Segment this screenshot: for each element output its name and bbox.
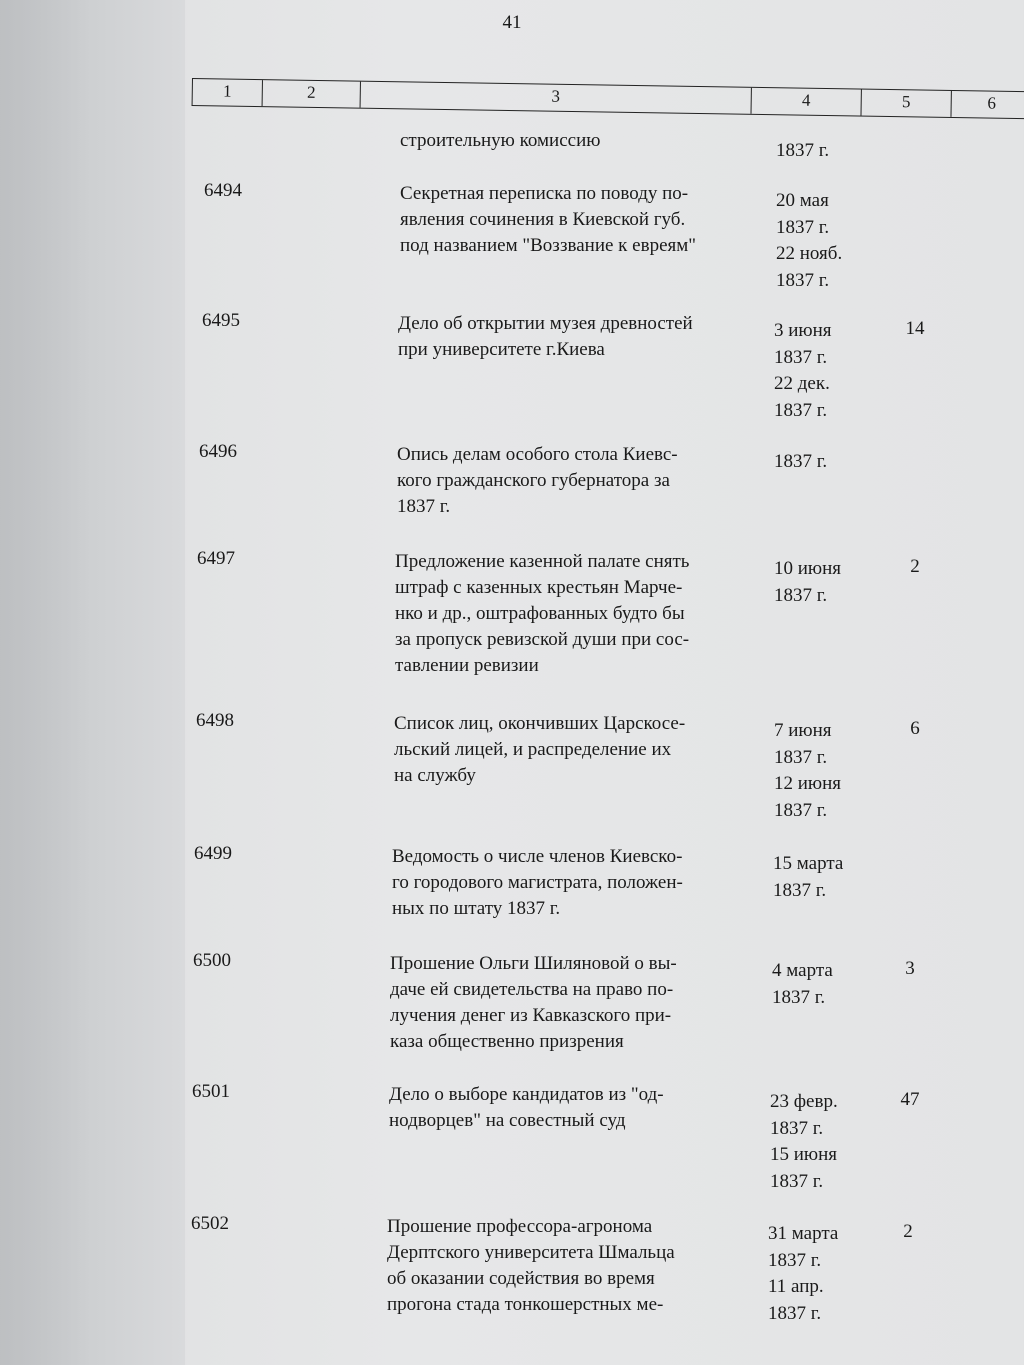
- record-sheets: 3: [905, 958, 915, 979]
- date-line: 4 марта: [772, 960, 833, 981]
- record-number: 6496: [199, 441, 237, 462]
- title-line: льский лицей, и распределение их: [394, 739, 672, 760]
- title-line: за пропуск ревизской души при сос-: [395, 629, 690, 650]
- date-line: 10 июня: [774, 558, 842, 579]
- record-title: [397, 442, 767, 520]
- header-col-1: 1: [193, 79, 263, 106]
- title-line: каза общественно призрения: [390, 1031, 624, 1052]
- date-line: 11 апр.: [768, 1276, 824, 1297]
- title-line: нко и др., оштрафованных будто бы: [395, 603, 685, 624]
- title-line: даче ей свидетельства на право по-: [390, 979, 674, 1000]
- date-line: 23 февр.: [770, 1091, 838, 1112]
- title-line: об оказании содействия во время: [387, 1268, 655, 1289]
- title-line: 1837 г.: [397, 496, 451, 517]
- date-line: 1837 г.: [770, 1117, 824, 1139]
- title-line: под названием "Воззвание к евреям": [400, 235, 697, 256]
- record-title: [394, 711, 764, 789]
- date-line: 1837 г.: [770, 1170, 824, 1192]
- record-number: 6499: [194, 843, 232, 864]
- title-line: при университете г.Киева: [398, 339, 605, 360]
- header-col-6: 6: [951, 91, 1024, 118]
- title-line: ных по штату 1837 г.: [392, 898, 561, 919]
- record-title: [392, 844, 762, 922]
- record-title: [387, 1214, 757, 1318]
- record-dates: [770, 1089, 870, 1195]
- title-line: строительную комиссию: [400, 130, 601, 151]
- record-number: 6500: [193, 950, 231, 971]
- record-dates: [772, 958, 872, 1011]
- title-line: Прошение Ольги Шиляновой о вы-: [390, 953, 677, 974]
- date-line: 1837 г.: [776, 269, 830, 291]
- date-line: 1837 г.: [773, 879, 827, 901]
- record-title: [389, 1082, 759, 1134]
- title-line: нодворцев" на совестный суд: [389, 1110, 626, 1131]
- date-line: 31 марта: [768, 1223, 839, 1244]
- date-line: 1837 г.: [768, 1249, 822, 1271]
- date-line: 1837 г.: [772, 986, 826, 1008]
- record-dates: [774, 556, 874, 609]
- record-title: [400, 128, 770, 154]
- title-line: го городового магистрата, положен-: [392, 872, 683, 893]
- date-line: 1837 г.: [776, 216, 830, 238]
- date-line: 1837 г.: [774, 799, 828, 821]
- record-number: 6498: [196, 710, 234, 731]
- title-line: штраф с казенных крестьян Марче-: [395, 577, 683, 598]
- title-line: Дерптского университета Шмальца: [387, 1242, 675, 1263]
- record-dates: [774, 318, 874, 424]
- record-sheets: 14: [905, 318, 925, 339]
- record-dates: [776, 138, 876, 165]
- date-line: 12 июня: [774, 773, 842, 794]
- record-sheets: 2: [903, 1221, 913, 1242]
- date-line: 20 мая: [776, 190, 829, 211]
- title-line: на службу: [394, 765, 476, 786]
- date-line: 1837 г.: [774, 451, 828, 472]
- date-line: 15 марта: [773, 853, 844, 874]
- title-line: прогона стада тонкошерстных ме-: [387, 1294, 664, 1315]
- date-line: 1837 г.: [774, 746, 828, 768]
- page-number: 41: [502, 12, 522, 33]
- title-line: тавлении ревизии: [395, 655, 539, 676]
- record-dates: [774, 718, 874, 824]
- title-line: Список лиц, окончивших Царскосе-: [394, 713, 686, 734]
- record-sheets: 47: [900, 1089, 920, 1110]
- table-header: [192, 78, 1024, 119]
- header-col-4: 4: [752, 88, 862, 116]
- record-sheets: 2: [910, 556, 920, 577]
- title-line: кого гражданского губернатора за: [397, 470, 670, 491]
- record-dates: [773, 851, 873, 904]
- title-line: Ведомость о числе членов Киевско-: [392, 846, 683, 867]
- title-line: Секретная переписка по поводу по-: [400, 183, 689, 204]
- record-number: 6495: [202, 310, 240, 331]
- date-line: 7 июня: [774, 720, 832, 741]
- record-sheets: 6: [910, 718, 920, 739]
- record-number: 6497: [197, 548, 235, 569]
- date-line: 22 дек.: [774, 373, 830, 394]
- record-dates: [774, 449, 874, 476]
- date-line: 1837 г.: [774, 584, 828, 606]
- record-number: 6494: [204, 180, 242, 201]
- title-line: Прошение профессора-агронома: [387, 1216, 653, 1237]
- date-line: 1837 г.: [768, 1302, 822, 1324]
- record-title: [395, 549, 765, 679]
- record-dates: [768, 1221, 868, 1327]
- date-line: 3 июня: [774, 320, 832, 341]
- title-line: Дело о выборе кандидатов из "од-: [389, 1084, 664, 1105]
- record-title: [400, 181, 770, 259]
- record-number: 6502: [191, 1213, 229, 1234]
- date-line: 22 нояб.: [776, 243, 843, 264]
- title-line: Предложение казенной палате снять: [395, 551, 690, 572]
- title-line: явления сочинения в Киевской губ.: [400, 209, 686, 230]
- header-col-3: 3: [361, 82, 752, 114]
- title-line: лучения денег из Кавказского при-: [390, 1005, 672, 1026]
- record-number: 6501: [192, 1081, 230, 1102]
- record-title: [390, 951, 760, 1055]
- record-title: [398, 311, 768, 363]
- date-line: 15 июня: [770, 1144, 838, 1165]
- title-line: Опись делам особого стола Киевс-: [397, 444, 678, 465]
- title-line: Дело об открытии музея древностей: [398, 313, 693, 334]
- date-line: 1837 г.: [776, 140, 830, 161]
- facing-page-shadow: [0, 0, 90, 1365]
- date-line: 1837 г.: [774, 346, 828, 368]
- header-col-2: 2: [263, 80, 361, 108]
- record-dates: [776, 188, 876, 294]
- date-line: 1837 г.: [774, 399, 828, 421]
- header-col-5: 5: [861, 90, 951, 117]
